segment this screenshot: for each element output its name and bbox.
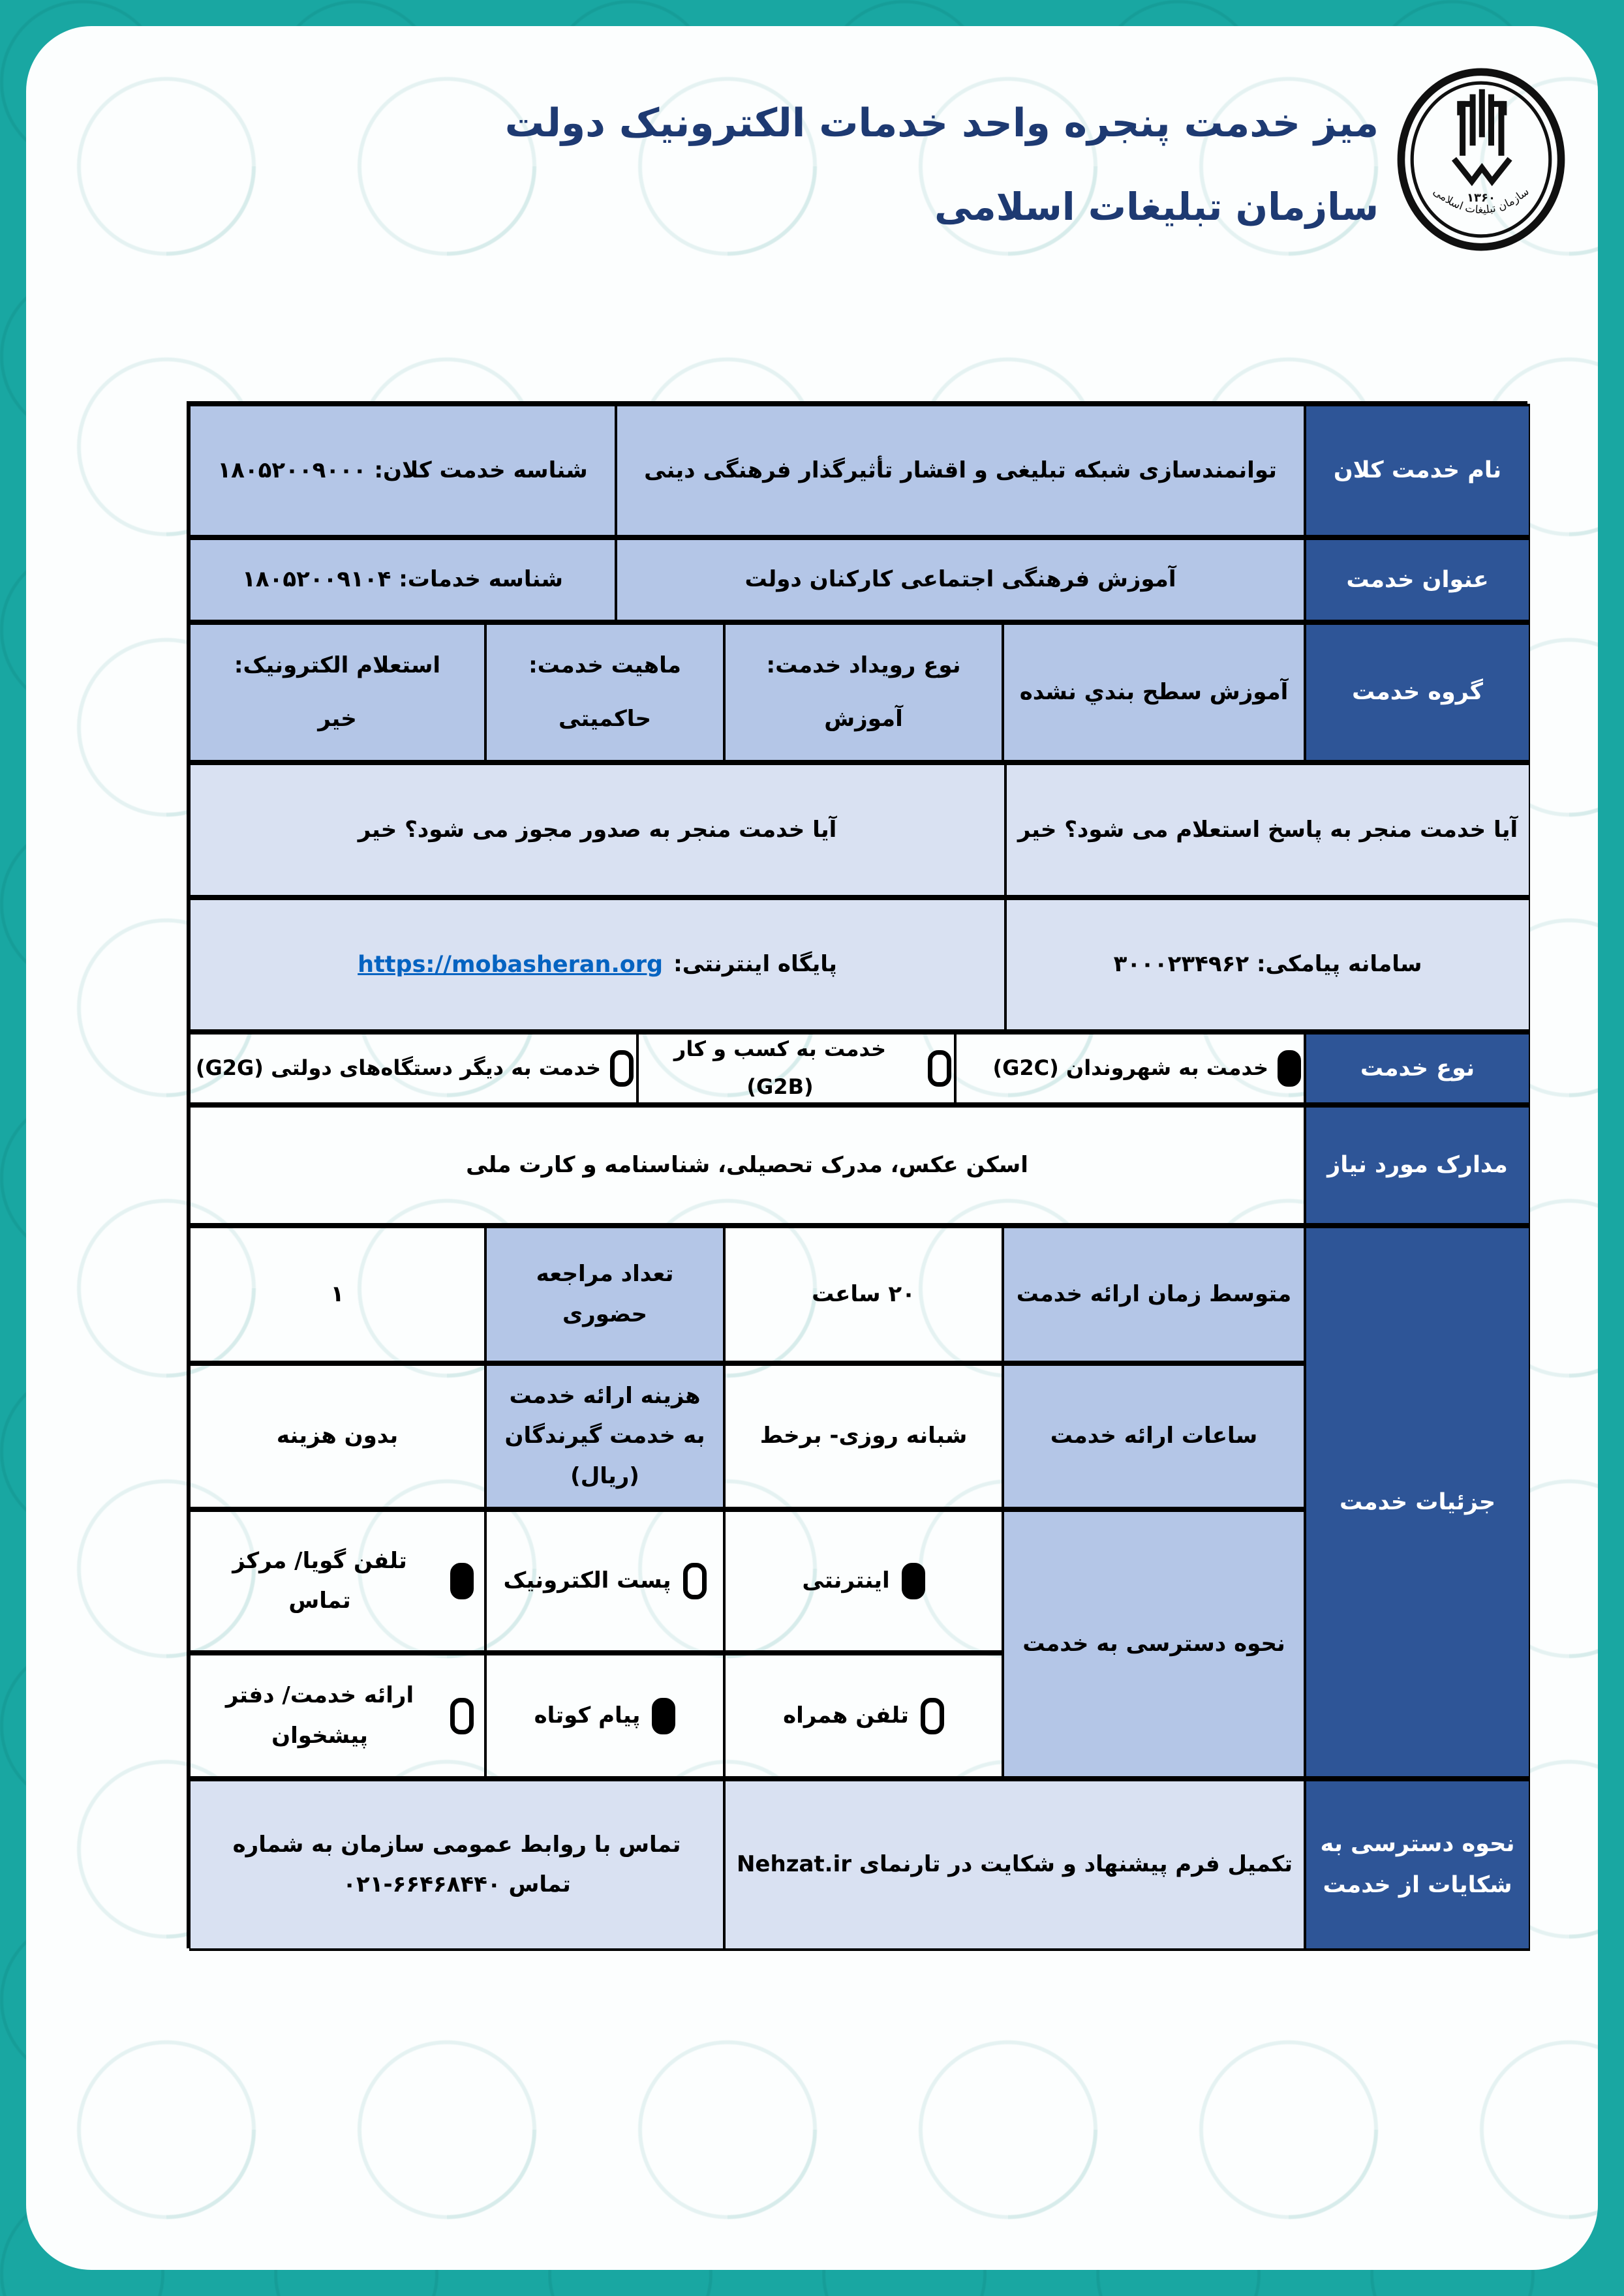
avg-time-value: ۲۰ ساعت xyxy=(724,1226,1003,1363)
service-info-table xyxy=(187,401,1527,1948)
e-inquiry-label: استعلام الکترونیک: xyxy=(234,652,441,679)
row-header-macro-service: نام خدمت کلان xyxy=(1305,404,1530,537)
avg-time-label: متوسط زمان ارائه خدمت xyxy=(1003,1226,1305,1363)
access-ivr-label: تلفن گویا/ مرکز تماس xyxy=(232,1547,407,1614)
access-method-label: نحوه دسترسی به خدمت xyxy=(1003,1509,1305,1779)
access-sms xyxy=(485,1653,724,1779)
row-header-service-type: نوع خدمت xyxy=(1305,1032,1530,1105)
website-link[interactable]: https://mobasheran.org xyxy=(358,951,664,978)
access-mobile-label: تلفن همراه xyxy=(783,1702,909,1729)
organization-logo-emblem xyxy=(1397,67,1565,252)
nature-value: حاکمیتی xyxy=(559,705,651,732)
complaints-web: تکمیل فرم پیشنهاد و شکایت در تارنمای Nehzat.ir xyxy=(724,1779,1305,1951)
leads-to-inquiry: آیا خدمت منجر به پاسخ استعلام می شود؟ خیر xyxy=(1005,763,1530,898)
event-type-value: آموزش xyxy=(824,705,903,732)
access-email-label: پست الکترونیک xyxy=(503,1567,671,1594)
row-header-complaints: نحوه دسترسی به شکایات از خدمت xyxy=(1305,1779,1530,1951)
page-subtitle: سازمان تبلیغات اسلامی xyxy=(934,185,1379,229)
sms-system: سامانه پیامکی: ۳۰۰۰۲۳۴۹۶۲ xyxy=(1005,898,1530,1032)
service-type-g2b xyxy=(637,1032,955,1105)
service-title-id: شناسه خدمات: ۱۸۰۵۲۰۰۹۱۰۴ xyxy=(189,537,616,622)
checkbox-sms[interactable] xyxy=(652,1698,675,1734)
event-type-label: نوع رویداد خدمت: xyxy=(766,652,961,679)
access-counter-label: ارائه خدمت/ دفتر پیشخوان xyxy=(225,1682,414,1749)
checkbox-g2b[interactable] xyxy=(928,1050,951,1087)
service-group-event xyxy=(724,622,1003,763)
cost-label: هزینه ارائه خدمت به خدمت گیرندگان (ریال) xyxy=(485,1363,724,1509)
service-type-g2c xyxy=(955,1032,1305,1105)
e-inquiry-value: خیر xyxy=(318,705,357,732)
service-type-g2g xyxy=(189,1032,637,1105)
website-label: پایگاه اینترنتی: xyxy=(673,951,837,978)
hours-value: شبانه روزی- برخط xyxy=(724,1363,1003,1509)
service-group-level: آموزش سطح بندي نشده xyxy=(1003,622,1305,763)
visits-value: ۱ xyxy=(189,1226,485,1363)
leads-to-license: آیا خدمت منجر به صدور مجوز می شود؟ خیر xyxy=(189,763,1005,898)
document-page xyxy=(26,26,1598,2270)
checkbox-internet[interactable] xyxy=(902,1563,925,1599)
website-row xyxy=(189,898,1005,1032)
service-group-nature xyxy=(485,622,724,763)
access-internet xyxy=(724,1509,1003,1653)
service-group-inquiry xyxy=(189,622,485,763)
access-sms-label: پیام کوتاه xyxy=(534,1702,641,1729)
header-titles xyxy=(505,98,1379,232)
page-title: میز خدمت پنجره واحد خدمات الکترونیک دولت xyxy=(504,100,1379,146)
logo-org-name: سازمان تبلیغات اسلامی xyxy=(1431,185,1531,217)
hours-label: ساعات ارائه خدمت xyxy=(1003,1363,1305,1509)
row-header-documents: مدارک مورد نیاز xyxy=(1305,1105,1530,1226)
access-internet-label: اینترنتی xyxy=(802,1567,890,1594)
nature-label: ماهیت خدمت: xyxy=(529,652,681,679)
logo-year: ۱۳۶۰ xyxy=(1466,191,1496,205)
complaints-phone: تماس با روابط عمومی سازمان به شماره تماس ۶۶۴۶۸۴۴۰-۰۲۱ xyxy=(189,1779,724,1951)
service-title-value: آموزش فرهنگی اجتماعی کارکنان دولت xyxy=(616,537,1305,622)
visits-label: تعداد مراجعه حضوری xyxy=(485,1226,724,1363)
service-type-g2b-label: خدمت به کسب و کار (G2B) xyxy=(673,1036,887,1099)
access-mobile xyxy=(724,1653,1003,1779)
row-header-service-group: گروه خدمت xyxy=(1305,622,1530,763)
checkbox-ivr[interactable] xyxy=(450,1563,474,1599)
access-email xyxy=(485,1509,724,1653)
organization-logo xyxy=(1397,67,1565,252)
documents-value: اسکن عکس، مدرک تحصیلی، شناسنامه و کارت ملی xyxy=(189,1105,1305,1226)
checkbox-email[interactable] xyxy=(683,1563,707,1599)
row-header-service-details: جزئیات خدمت xyxy=(1305,1226,1530,1779)
service-type-g2g-label: خدمت به دیگر دستگاه‌های دولتی (G2G) xyxy=(195,1055,601,1081)
checkbox-counter[interactable] xyxy=(450,1698,474,1734)
row-header-service-title: عنوان خدمت xyxy=(1305,537,1530,622)
checkbox-mobile[interactable] xyxy=(921,1698,944,1734)
page-header xyxy=(505,67,1565,252)
access-ivr xyxy=(189,1509,485,1653)
access-counter xyxy=(189,1653,485,1779)
cost-value: بدون هزینه xyxy=(189,1363,485,1509)
checkbox-g2g[interactable] xyxy=(610,1050,634,1087)
macro-service-id: شناسه خدمت کلان: ۱۸۰۵۲۰۰۹۰۰۰ xyxy=(189,404,616,537)
checkbox-g2c[interactable] xyxy=(1278,1050,1301,1087)
macro-service-value: توانمندسازی شبکه تبلیغی و اقشار تأثیرگذار فرهنگی دینی xyxy=(616,404,1305,537)
service-type-g2c-label: خدمت به شهروندان (G2C) xyxy=(992,1055,1268,1081)
